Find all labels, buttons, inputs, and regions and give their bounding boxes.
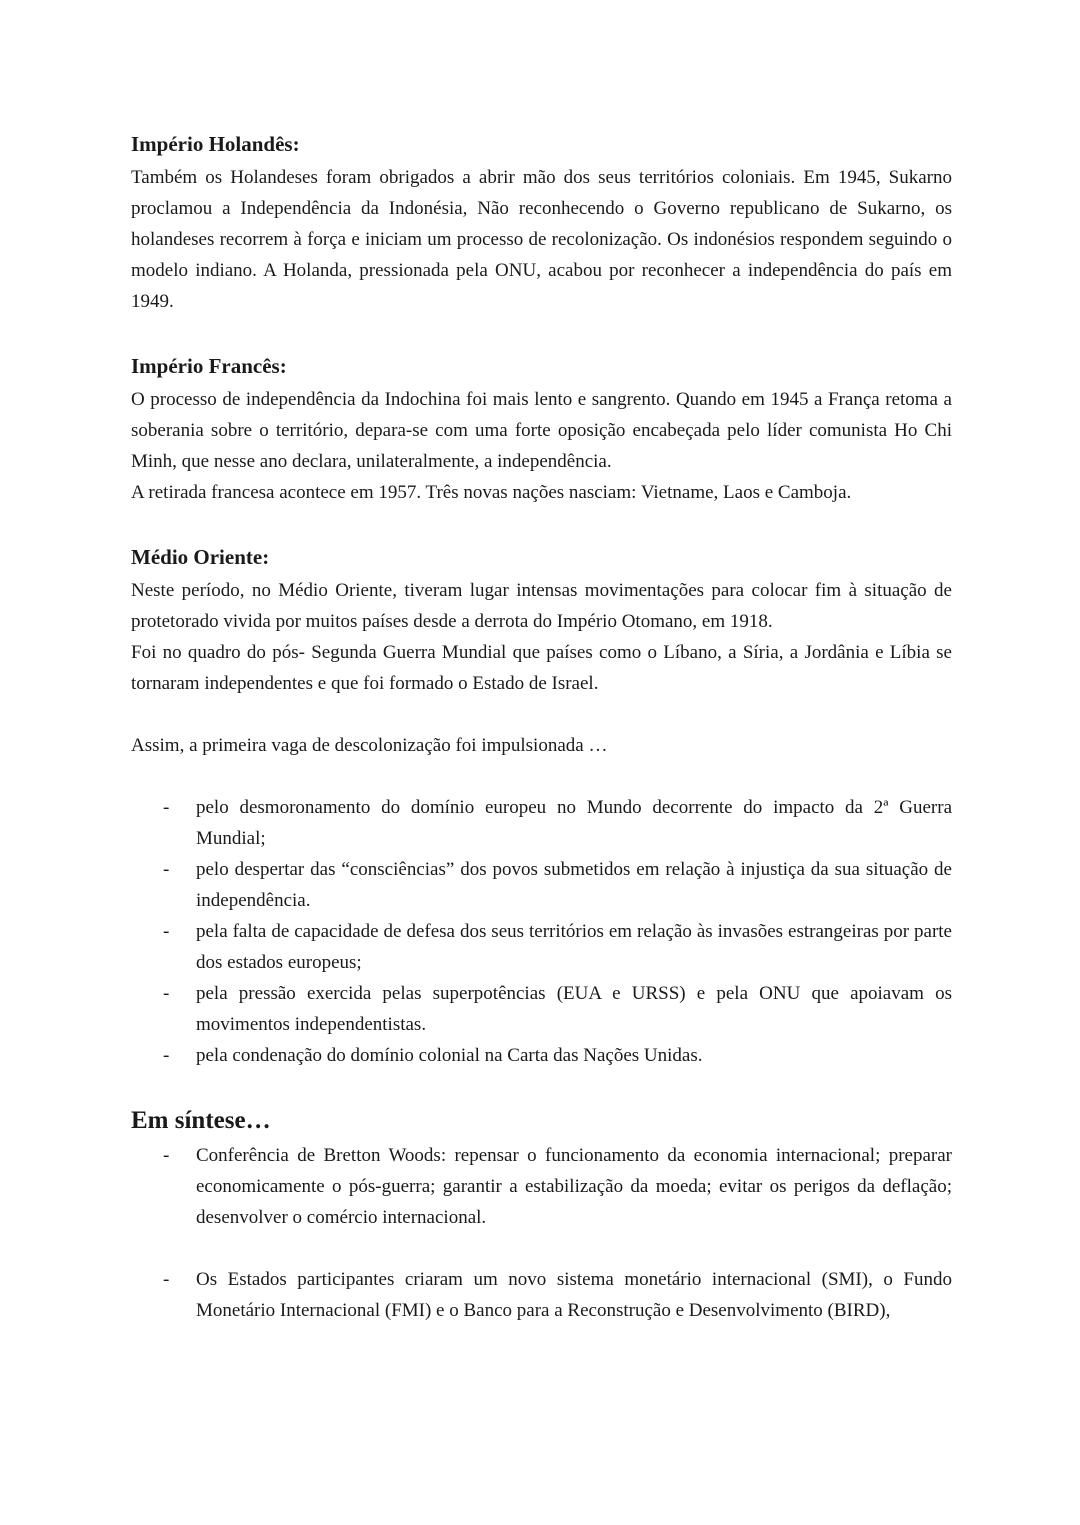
- heading-medio-oriente: Médio Oriente:: [131, 545, 270, 569]
- list-item: - pelo desmoronamento do domínio europeu no Mundo decorrente do impacto da 2ª Guerra Mundial;: [131, 792, 952, 854]
- heading-imperio-holandes: Império Holandês:: [131, 132, 300, 156]
- paragraph-imperio-frances-2: A retirada francesa acontece em 1957. Três novas nações nasciam: Vietname, Laos e Camboja.: [131, 482, 852, 503]
- section-assim: [131, 730, 952, 1071]
- list-item: - Conferência de Bretton Woods: repensar o funcionamento da economia internacional; preparar economicamente o pós-guerra; garantir a estabilização da moeda; evitar os perigos da deflação; desenvolver o comércio internacional.: [131, 1140, 952, 1233]
- document-page: [131, 126, 952, 1326]
- list-assim: [131, 792, 952, 1071]
- paragraph-medio-oriente-2: Foi no quadro do pós- Segunda Guerra Mundial que países como o Líbano, a Síria, a Jordânia e Líbia se tornaram independentes e que foi formado o Estado de Israel.: [131, 642, 952, 694]
- heading-sintese: Em síntese…: [131, 1107, 271, 1134]
- list-item: - pela condenação do domínio colonial na Carta das Nações Unidas.: [131, 1040, 952, 1071]
- list-item: - pela pressão exercida pelas superpotências (EUA e URSS) e pela ONU que apoiavam os movimentos independentistas.: [131, 978, 952, 1040]
- paragraph-imperio-frances-1: O processo de independência da Indochina foi mais lento e sangrento. Quando em 1945 a França retoma a soberania sobre o território, depara-se com uma forte oposição encabeçada pelo líder comunista Ho Chi Minh, que nesse ano declara, unilateralmente, a independência.: [131, 389, 952, 472]
- paragraph-medio-oriente-1: Neste período, no Médio Oriente, tiveram lugar intensas movimentações para colocar fim à situação de protetorado vivida por muitos países desde a derrota do Império Otomano, em 1918.: [131, 580, 952, 632]
- list-sintese-2: [131, 1264, 952, 1326]
- section-sintese: [131, 1102, 952, 1326]
- list-item: - Os Estados participantes criaram um novo sistema monetário internacional (SMI), o Fundo Monetário Internacional (FMI) e o Banco para a Reconstrução e Desenvolvimento (BIRD),: [131, 1264, 952, 1326]
- section-imperio-frances: [131, 348, 952, 508]
- section-imperio-holandes: [131, 126, 952, 317]
- paragraph-imperio-holandes: Também os Holandeses foram obrigados a abrir mão dos seus territórios coloniais. Em 1945, Sukarno proclamou a Independência da Indonésia, Não reconhecendo o Governo republicano de Sukarno, os holandeses recorrem à força e iniciam um processo de recolonização. Os indonésios respondem seguindo o modelo indiano. A Holanda, pressionada pela ONU, acabou por reconhecer a independência do país em 1949.: [131, 167, 952, 312]
- list-sintese: [131, 1140, 952, 1233]
- list-item: - pelo despertar das “consciências” dos povos submetidos em relação à injustiça da sua situação de independência.: [131, 854, 952, 916]
- list-item: - pela falta de capacidade de defesa dos seus territórios em relação às invasões estrangeiras por parte dos estados europeus;: [131, 916, 952, 978]
- heading-imperio-frances: Império Francês:: [131, 354, 287, 378]
- paragraph-assim-intro: Assim, a primeira vaga de descolonização foi impulsionada …: [131, 735, 608, 756]
- section-medio-oriente: [131, 539, 952, 699]
